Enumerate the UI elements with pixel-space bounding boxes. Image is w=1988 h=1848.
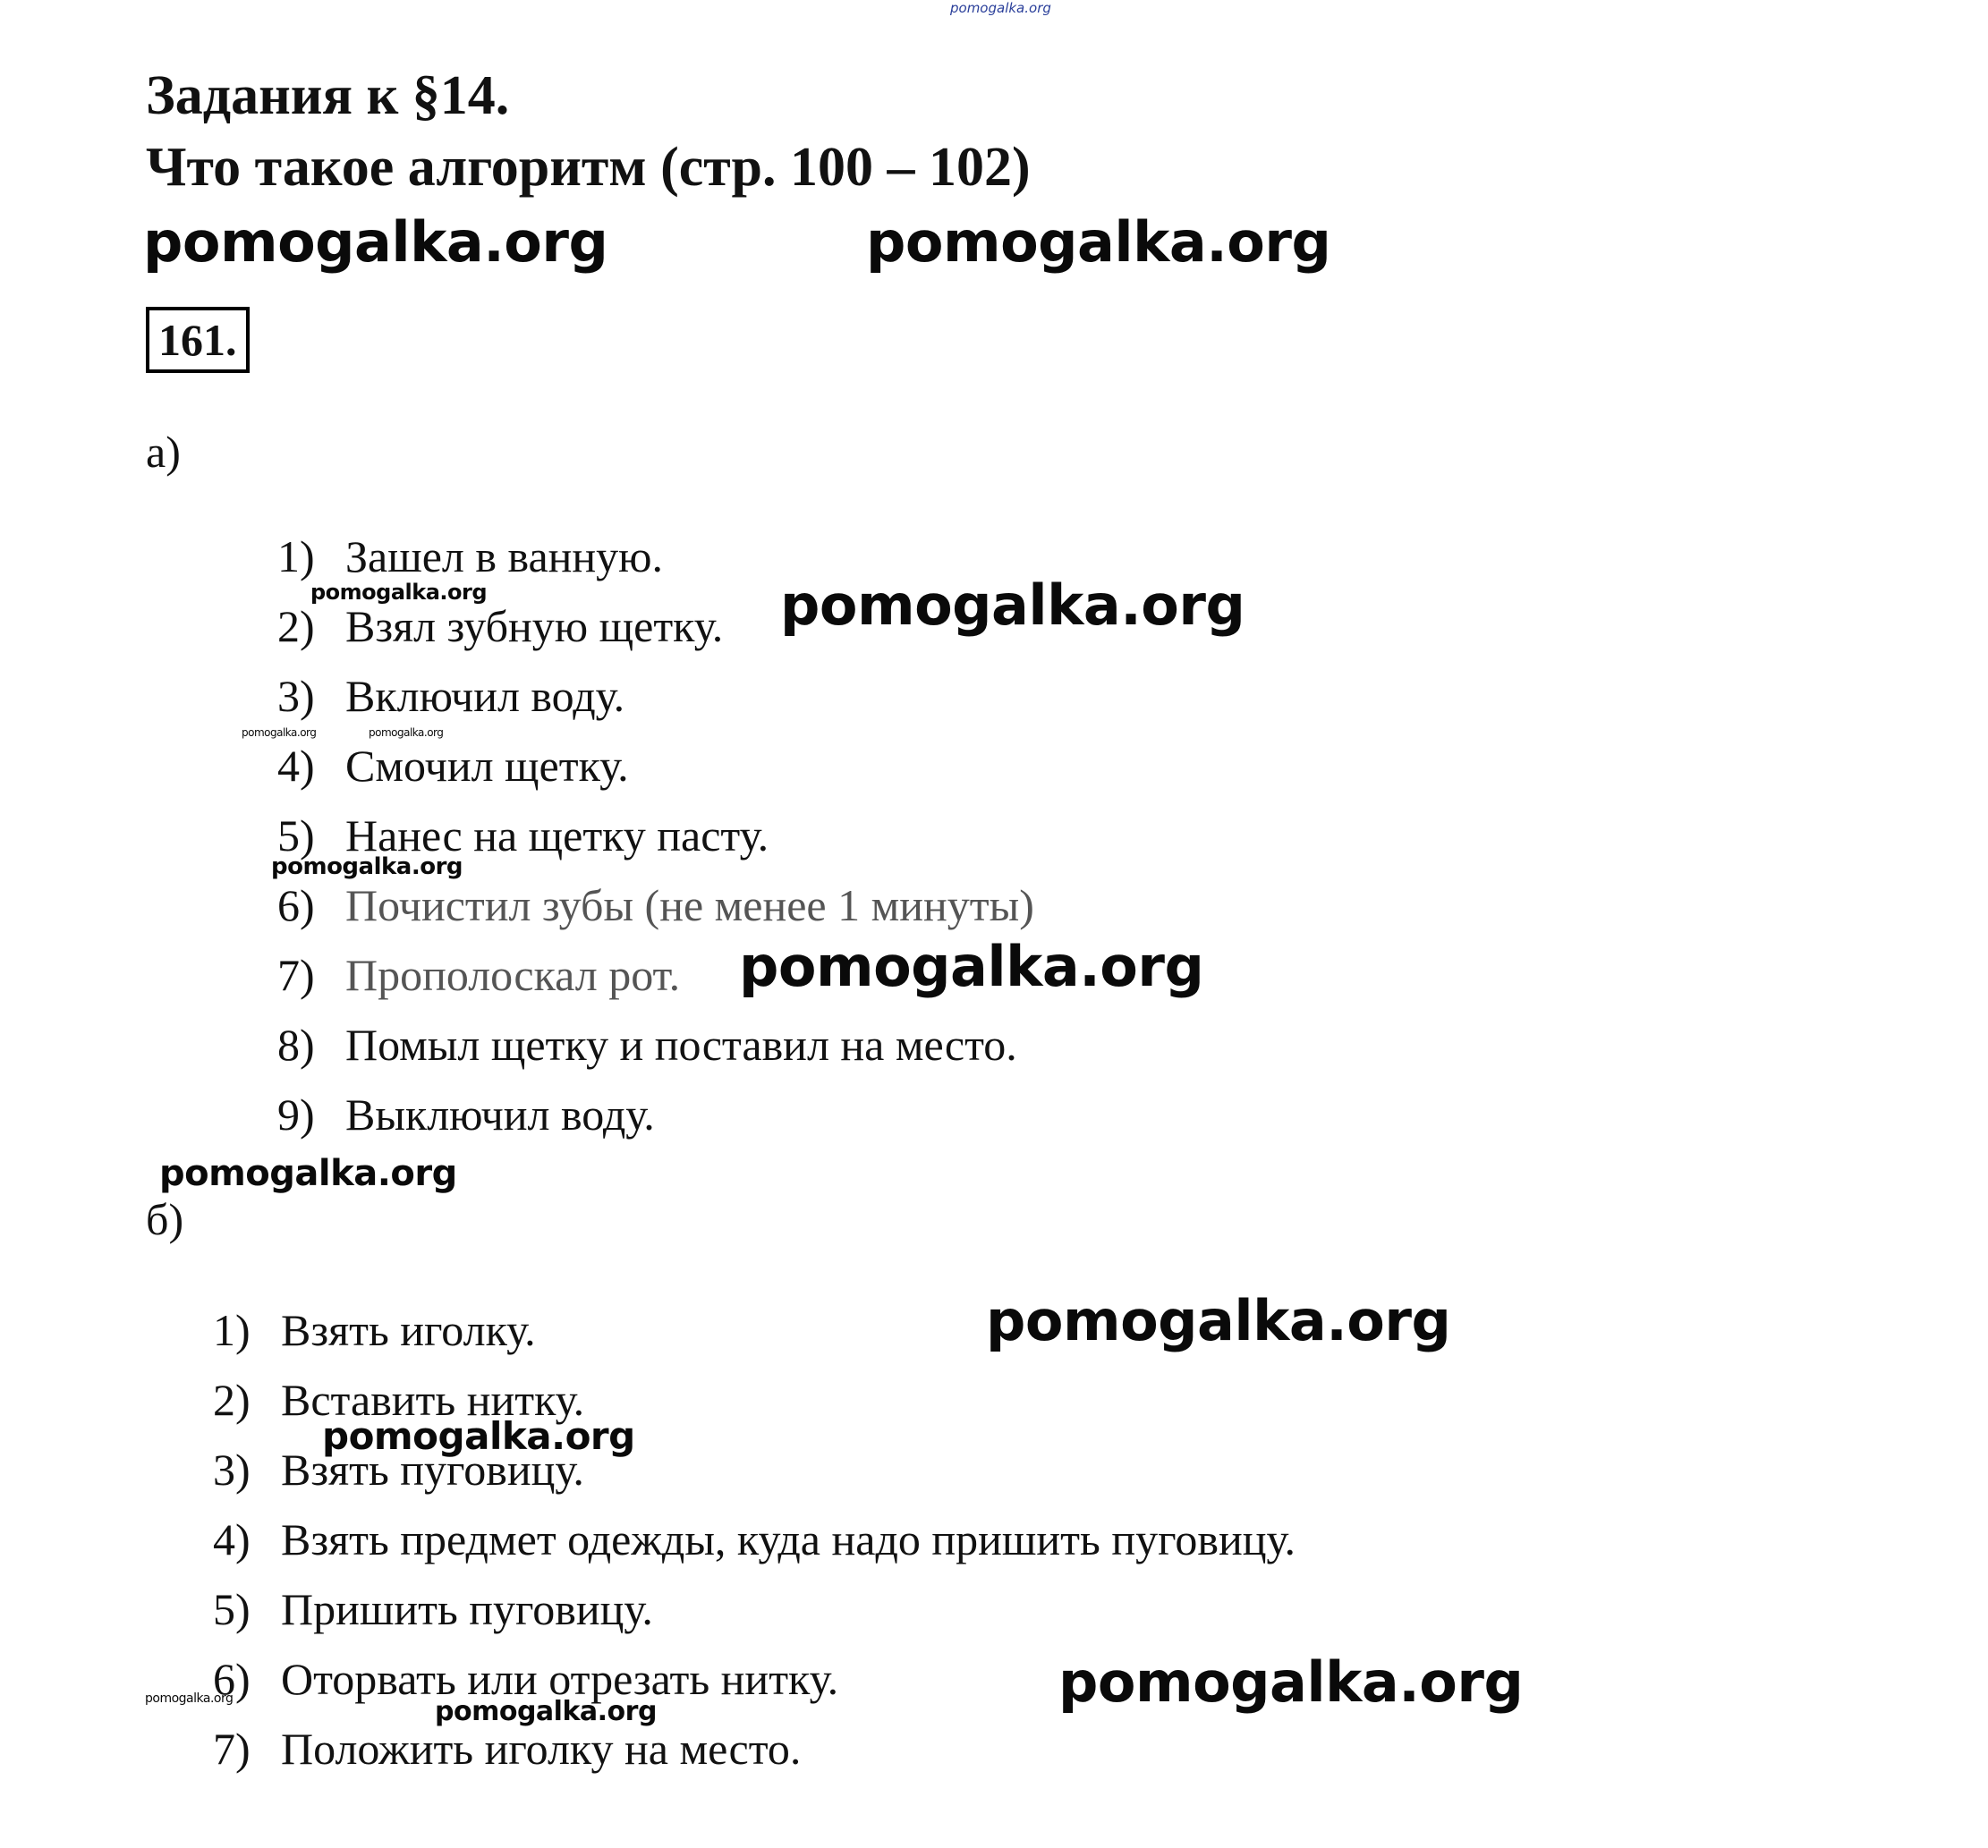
watermark-a-tiny-2: pomogalka.org — [369, 726, 444, 739]
step-text: Вставить нитку. — [281, 1375, 585, 1425]
task-number-box — [146, 307, 250, 373]
step-text: Взял зубную щетку. — [345, 601, 724, 651]
part-a-step — [277, 880, 1034, 930]
watermark-b-big-2: pomogalka.org — [1058, 1649, 1524, 1715]
step-number: 2) — [213, 1375, 251, 1425]
part-b-step — [213, 1654, 839, 1704]
step-number: 2) — [277, 601, 315, 651]
part-a-step — [277, 1089, 655, 1140]
part-a-step — [277, 810, 769, 860]
part-b-label: б) — [146, 1194, 184, 1244]
part-a-step — [277, 601, 724, 651]
heading-line-1: Задания к §14. — [146, 65, 510, 126]
part-a-step — [277, 531, 664, 581]
part-b-step — [213, 1724, 802, 1774]
part-a-step — [277, 741, 629, 791]
step-number: 3) — [213, 1445, 251, 1495]
watermark-header-left: pomogalka.org — [143, 209, 608, 275]
step-number: 7) — [277, 950, 315, 1000]
watermark-a-small-1: pomogalka.org — [310, 580, 488, 605]
step-number: 4) — [277, 741, 315, 791]
step-number: 9) — [277, 1089, 315, 1140]
watermark-b-small: pomogalka.org — [435, 1696, 657, 1727]
watermark-a-big-1: pomogalka.org — [780, 572, 1245, 638]
heading-line-2: Что такое алгоритм (стр. 100 – 102) — [146, 137, 1031, 198]
step-number: 7) — [213, 1724, 251, 1774]
part-a-step — [277, 671, 625, 721]
task-number: 161 — [158, 315, 225, 365]
step-number: 6) — [277, 880, 315, 930]
watermark-a-tiny-1: pomogalka.org — [242, 726, 317, 739]
watermark-b-big-1: pomogalka.org — [986, 1288, 1451, 1353]
step-text: Выключил воду. — [345, 1089, 655, 1140]
step-text: Взять предмет одежды, куда надо пришить пуговицу. — [281, 1514, 1296, 1564]
step-text: Смочил щетку. — [345, 741, 629, 791]
part-b-step — [213, 1584, 653, 1634]
watermark-mid: pomogalka.org — [159, 1153, 457, 1194]
part-a-label: а) — [146, 427, 181, 477]
task-number-dot: . — [225, 315, 237, 365]
watermark-b-tiny: pomogalka.org — [145, 1691, 234, 1706]
step-text: Прополоскал рот. — [345, 950, 681, 1000]
step-number: 3) — [277, 671, 315, 721]
step-number: 5) — [277, 810, 315, 860]
step-text: Нанес на щетку пасту. — [345, 810, 769, 860]
step-number: 5) — [213, 1584, 251, 1634]
step-text: Положить иголку на место. — [281, 1724, 802, 1774]
part-a-step — [277, 950, 681, 1000]
watermark-header-right: pomogalka.org — [866, 209, 1331, 275]
step-number: 1) — [277, 531, 315, 581]
step-text: Взять иголку. — [281, 1305, 536, 1355]
watermark-a-small-2: pomogalka.org — [271, 853, 463, 880]
part-b-step — [213, 1305, 536, 1355]
step-number: 8) — [277, 1020, 315, 1070]
step-text: Включил воду. — [345, 671, 625, 721]
step-number: 6) — [213, 1654, 251, 1704]
part-b-step — [213, 1514, 1296, 1564]
step-text: Пришить пуговицу. — [281, 1584, 653, 1634]
top-watermark: pomogalka.org — [950, 0, 1051, 16]
watermark-a-big-2: pomogalka.org — [739, 934, 1204, 999]
step-text: Оторвать или отрезать нитку. — [281, 1654, 839, 1704]
step-text: Помыл щетку и поставил на место. — [345, 1020, 1017, 1070]
step-text: Взять пуговицу. — [281, 1445, 584, 1495]
step-number: 1) — [213, 1305, 251, 1355]
step-text: Зашел в ванную. — [345, 531, 664, 581]
step-text: Почистил зубы (не менее 1 минуты) — [345, 880, 1034, 930]
part-a-step — [277, 1020, 1017, 1070]
watermark-b-mid-1: pomogalka.org — [322, 1414, 635, 1458]
step-number: 4) — [213, 1514, 251, 1564]
